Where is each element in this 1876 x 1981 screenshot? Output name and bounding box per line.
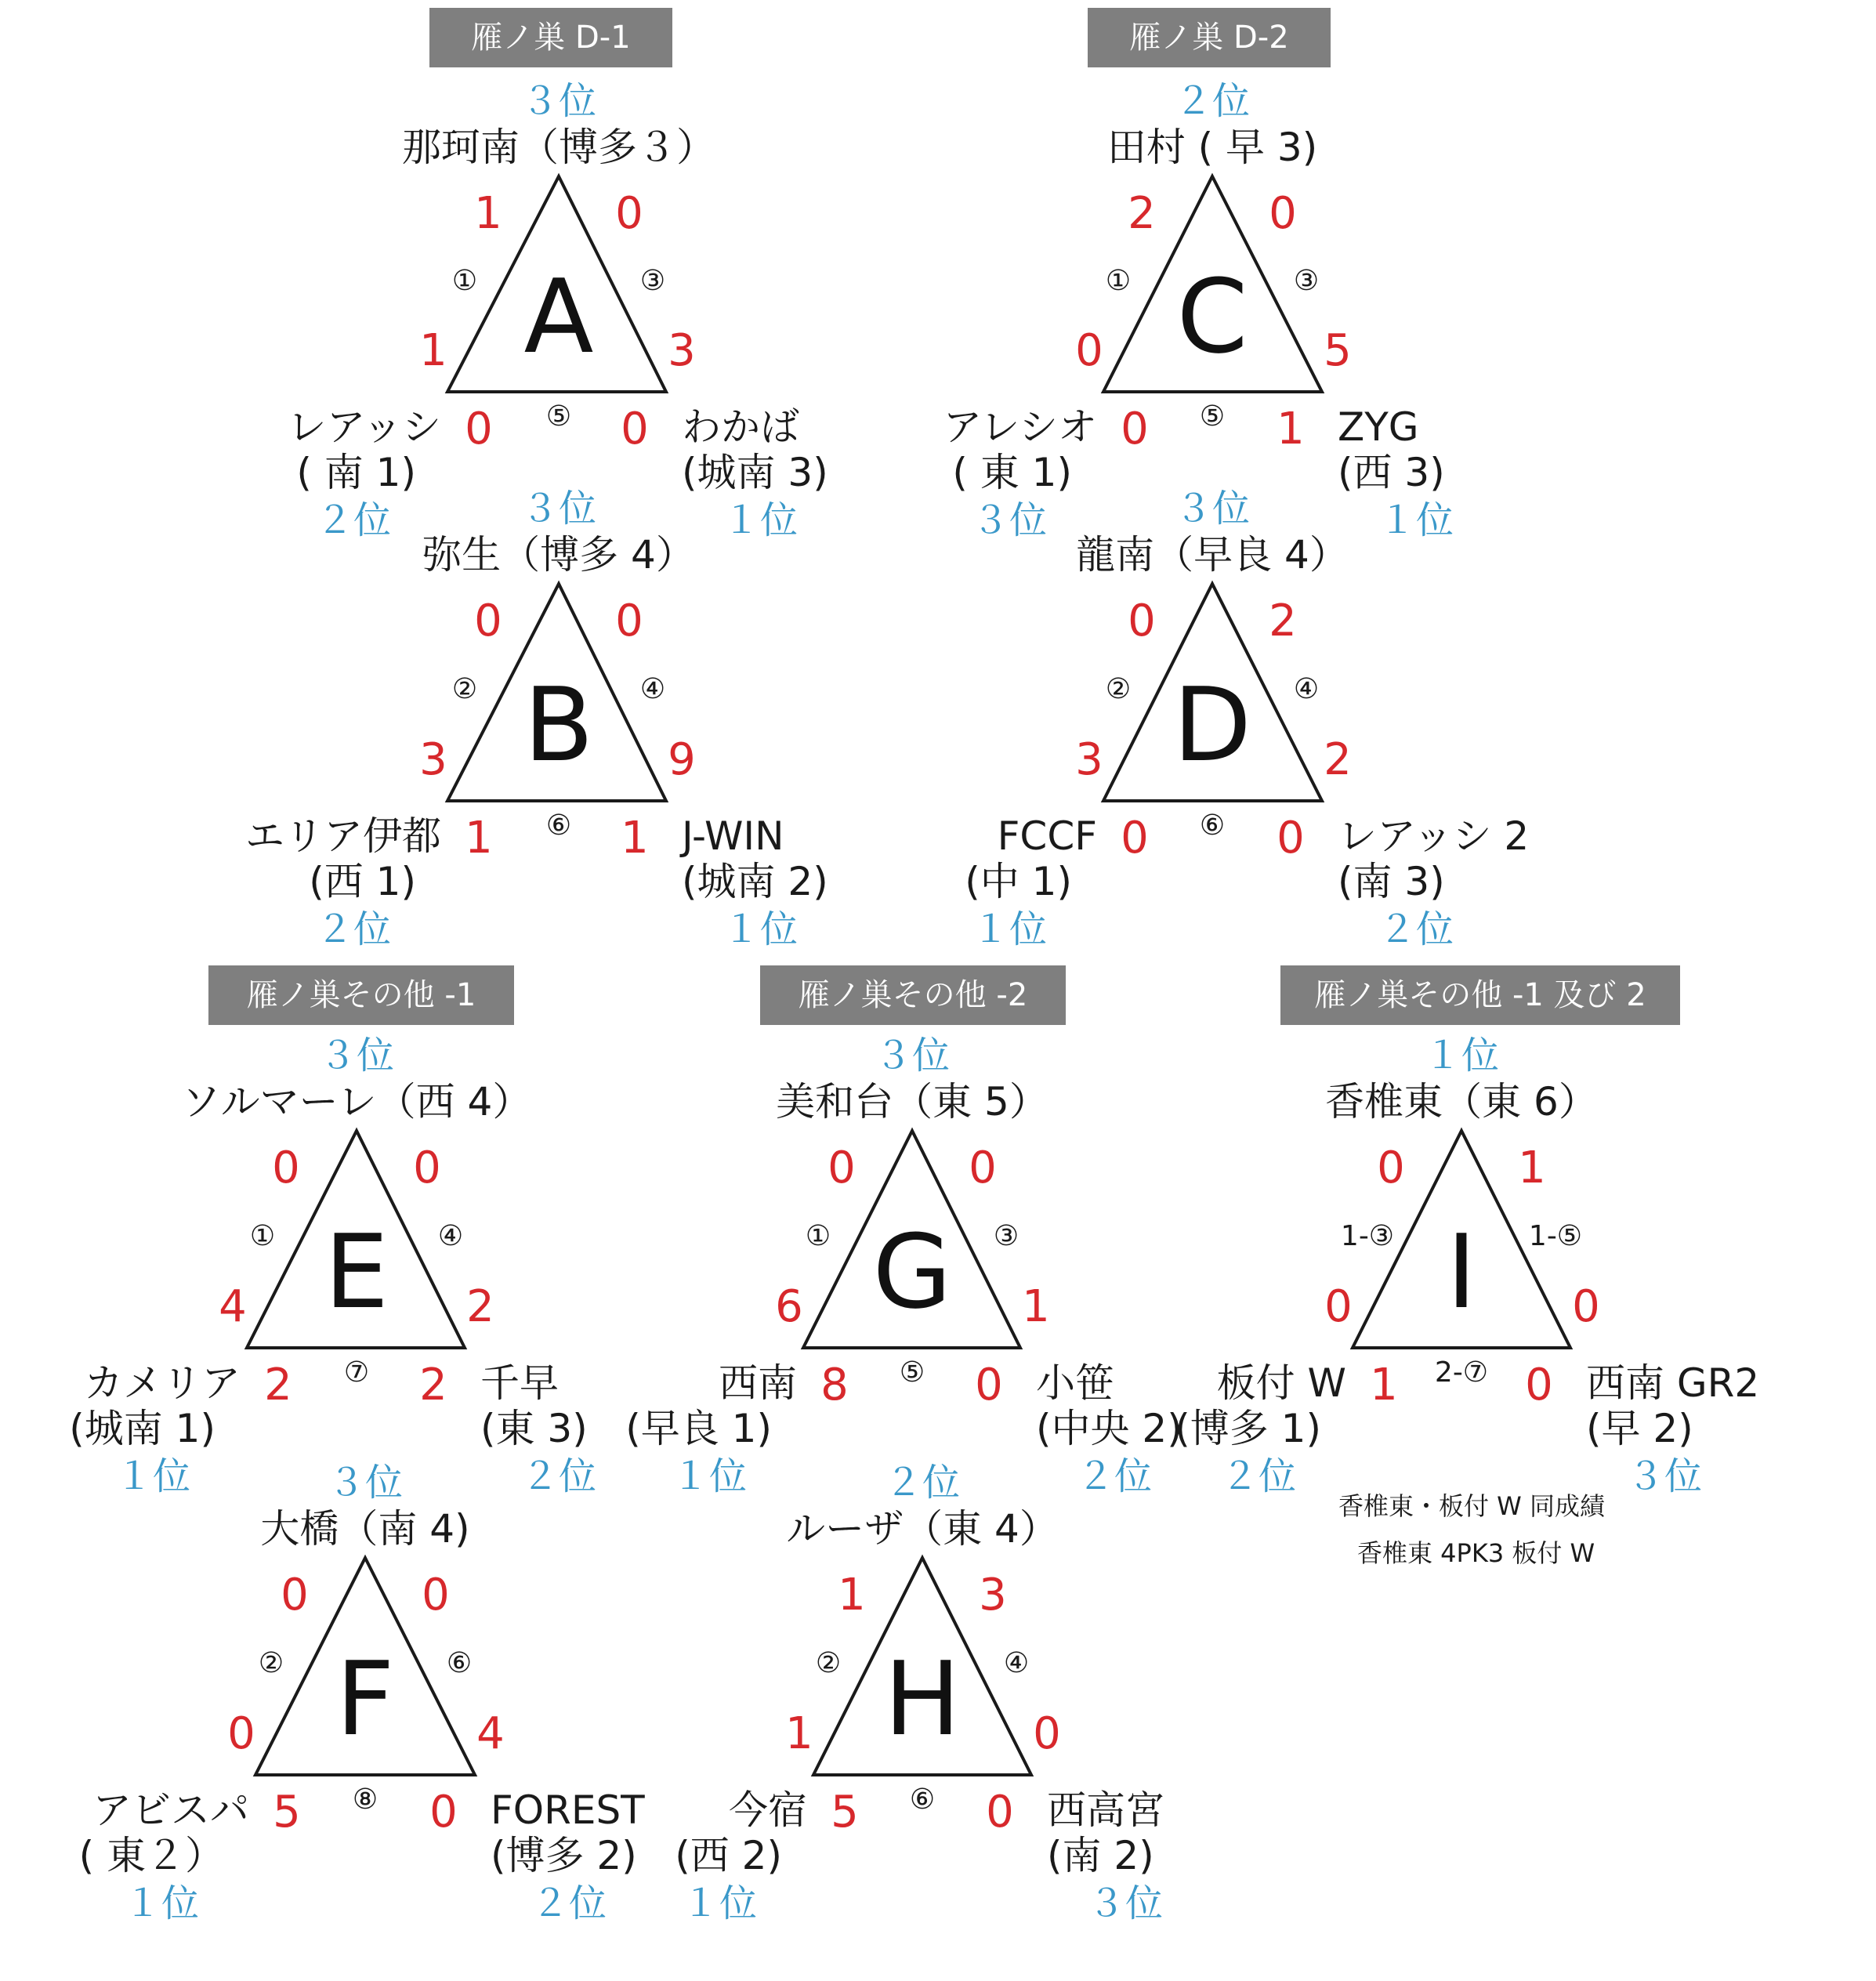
- group-b-score-right-top: 9: [668, 734, 696, 785]
- group-h-match-left: ②: [815, 1646, 842, 1679]
- group-e-match-left: ①: [249, 1219, 276, 1252]
- group-i-top-rank: １位: [1423, 1034, 1500, 1077]
- group-c-top-rank: ２位: [1174, 79, 1251, 123]
- group-d-match-bottom: ⑥: [1199, 809, 1226, 842]
- group-d-score-left-top: 3: [1075, 734, 1103, 785]
- group-e-top-rank: ３位: [318, 1034, 395, 1077]
- group-g-right-sub: (中央 2): [1036, 1406, 1182, 1451]
- group-i-match-right: 1-⑤: [1528, 1219, 1583, 1252]
- group-b-match-bottom: ⑥: [545, 809, 572, 842]
- group-b-match-left: ②: [451, 672, 478, 705]
- group-e-score-left-top: 4: [219, 1281, 247, 1332]
- group-c-right-team: ZYG: [1338, 404, 1419, 450]
- group-h-match-bottom: ⑥: [909, 1784, 936, 1816]
- group-c-left-rank: ３位: [971, 498, 1048, 542]
- group-b-right-rank: １位: [722, 907, 799, 951]
- group-c-match-right: ③: [1293, 264, 1320, 297]
- group-d-letter: D: [1172, 665, 1252, 785]
- group-b-match-right: ④: [639, 672, 666, 705]
- group-c-score-top-left: 2: [1128, 188, 1156, 239]
- group-d-left-rank: １位: [971, 907, 1048, 951]
- group-b-left-team: エリア伊都: [245, 813, 441, 859]
- group-b-score-left-bottom: 1: [465, 813, 493, 864]
- group-a-right-sub: (城南 3): [682, 450, 828, 495]
- group-e-letter: E: [324, 1212, 389, 1332]
- group-f-match-right: ⑥: [446, 1646, 473, 1679]
- group-b-letter: B: [523, 665, 594, 785]
- group-c-match-bottom: ⑤: [1199, 400, 1226, 433]
- group-f-match-bottom: ⑧: [352, 1784, 378, 1816]
- group-g-score-top-left: 0: [828, 1143, 856, 1193]
- group-b-right-sub: (城南 2): [682, 859, 828, 904]
- group-e-score-top-left: 0: [272, 1143, 300, 1193]
- group-i-letter: I: [1446, 1212, 1477, 1332]
- group-d-score-top-left: 0: [1128, 596, 1156, 646]
- group-f-score-left-bottom: 5: [273, 1787, 301, 1838]
- group-h-score-top-right: 3: [979, 1570, 1007, 1621]
- group-c-right-sub: (西 3): [1338, 450, 1445, 495]
- group-c-score-top-right: 0: [1269, 188, 1297, 239]
- group-e-left-sub: (城南 1): [69, 1406, 215, 1451]
- group-h-top-team: ルーザ（東 4）: [786, 1506, 1059, 1552]
- group-e-left-team: カメリア: [84, 1360, 241, 1406]
- group-d-score-right-bottom: 0: [1277, 813, 1305, 864]
- group-i-score-right-top: 0: [1572, 1281, 1600, 1332]
- group-h-letter: H: [884, 1639, 961, 1759]
- group-h-left-sub: (西 2): [675, 1833, 782, 1878]
- group-b-top-rank: ３位: [520, 487, 597, 531]
- group-a-left-team: レアッシ: [287, 404, 441, 450]
- group-d-top-team: 龍南（早良 4）: [1076, 532, 1349, 578]
- group-f-score-top-right: 0: [422, 1570, 450, 1621]
- group-f-top-team: 大橋（南 4): [260, 1506, 470, 1552]
- group-i-score-right-bottom: 0: [1525, 1360, 1553, 1411]
- group-d-score-top-right: 2: [1269, 596, 1297, 646]
- group-d-match-left: ②: [1105, 672, 1132, 705]
- group-g-top-team: 美和台（東 5）: [776, 1079, 1048, 1124]
- group-c-left-team: アレシオ: [943, 404, 1097, 450]
- group-i-top-team: 香椎東（東 6）: [1325, 1079, 1598, 1124]
- group-a-top-team: 那珂南（博多３）: [402, 125, 715, 170]
- group-b-top-team: 弥生（博多 4）: [422, 532, 695, 578]
- group-c-score-right-bottom: 1: [1277, 404, 1305, 455]
- group-f-left-rank: １位: [123, 1881, 200, 1925]
- group-f-score-left-top: 0: [227, 1708, 255, 1759]
- group-i-right-team: 西南 GR2: [1586, 1360, 1760, 1406]
- group-g-match-bottom: ⑤: [899, 1356, 925, 1389]
- group-i-score-top-left: 0: [1377, 1143, 1405, 1193]
- group-a-right-rank: １位: [722, 498, 799, 542]
- group-i-left-sub: (博多 1): [1175, 1406, 1321, 1451]
- group-g-match-left: ①: [805, 1219, 831, 1252]
- group-d-score-left-bottom: 0: [1121, 813, 1149, 864]
- group-g-score-right-top: 1: [1022, 1281, 1050, 1332]
- group-h-score-right-bottom: 0: [986, 1787, 1014, 1838]
- group-g-score-left-top: 6: [775, 1281, 803, 1332]
- group-g-left-team: 西南: [719, 1360, 797, 1406]
- group-d-right-team: レアッシ 2: [1338, 813, 1530, 859]
- group-i-score-left-bottom: 1: [1370, 1360, 1398, 1411]
- group-d-left-team: FCCF: [997, 813, 1097, 859]
- group-f-match-left: ②: [258, 1646, 284, 1679]
- group-c-left-sub: ( 東 1): [952, 450, 1072, 495]
- group-e-match-bottom: ⑦: [343, 1356, 370, 1389]
- group-c-score-right-top: 5: [1324, 325, 1352, 376]
- group-f-score-right-bottom: 0: [429, 1787, 458, 1838]
- group-h-right-rank: ３位: [1087, 1881, 1164, 1925]
- group-a-score-right-bottom: 0: [621, 404, 649, 455]
- group-g-left-sub: (早良 1): [625, 1406, 772, 1451]
- group-g-right-rank: ２位: [1076, 1454, 1153, 1498]
- group-g-match-right: ③: [993, 1219, 1019, 1252]
- group-b-score-right-bottom: 1: [621, 813, 649, 864]
- group-a-letter: A: [523, 256, 594, 376]
- group-h-top-rank: ２位: [884, 1461, 961, 1505]
- group-h-score-right-top: 0: [1033, 1708, 1061, 1759]
- group-e-score-right-bottom: 2: [419, 1360, 447, 1411]
- group-b-left-rank: ２位: [315, 907, 392, 951]
- group-a-score-left-top: 1: [419, 325, 447, 376]
- group-i-left-rank: ２位: [1220, 1454, 1297, 1498]
- section-header-d2: 雁ノ巣 D-2: [1088, 8, 1331, 67]
- group-g-top-rank: ３位: [874, 1034, 951, 1077]
- group-i-score-top-right: 1: [1518, 1143, 1546, 1193]
- group-i-score-left-top: 0: [1324, 1281, 1353, 1332]
- group-h-right-team: 西高宮: [1047, 1787, 1164, 1833]
- group-b-left-sub: (西 1): [309, 859, 416, 904]
- section-header-other12: 雁ノ巣その他 -1 及び 2: [1280, 965, 1680, 1025]
- group-d-right-sub: (南 3): [1338, 859, 1445, 904]
- group-a-match-bottom: ⑤: [545, 400, 572, 433]
- group-d-score-right-top: 2: [1324, 734, 1352, 785]
- group-i-match-bottom: 2-⑦: [1434, 1356, 1489, 1389]
- group-c-score-left-top: 0: [1075, 325, 1103, 376]
- group-c-top-team: 田村 ( 早 3): [1106, 125, 1318, 170]
- group-f-right-team: FOREST: [491, 1787, 645, 1833]
- group-a-left-sub: ( 南 1): [296, 450, 416, 495]
- group-e-right-sub: (東 3): [480, 1406, 588, 1451]
- group-a-score-top-left: 1: [474, 188, 502, 239]
- group-f-left-sub: ( 東２）: [78, 1833, 224, 1878]
- group-h-right-sub: (南 2): [1047, 1833, 1154, 1878]
- group-a-left-rank: ２位: [315, 498, 392, 542]
- group-a-score-right-top: 3: [668, 325, 696, 376]
- group-g-score-right-bottom: 0: [975, 1360, 1003, 1411]
- group-a-score-top-right: 0: [615, 188, 643, 239]
- group-a-match-right: ③: [639, 264, 666, 297]
- group-h-score-left-top: 1: [785, 1708, 813, 1759]
- section-header-d1: 雁ノ巣 D-1: [429, 8, 672, 67]
- group-e-left-rank: １位: [114, 1454, 191, 1498]
- group-g-score-left-bottom: 8: [820, 1360, 849, 1411]
- group-h-left-team: 今宿: [729, 1787, 807, 1833]
- group-a-score-left-bottom: 0: [465, 404, 493, 455]
- group-f-letter: F: [335, 1639, 395, 1759]
- group-e-score-left-bottom: 2: [264, 1360, 292, 1411]
- group-e-right-rank: ２位: [520, 1454, 597, 1498]
- group-g-score-top-right: 0: [969, 1143, 997, 1193]
- group-a-right-team: わかば: [682, 404, 799, 450]
- section-header-other2: 雁ノ巣その他 -2: [760, 965, 1066, 1025]
- group-i-right-sub: (早 2): [1586, 1406, 1693, 1451]
- group-f-top-rank: ３位: [327, 1461, 404, 1505]
- group-e-score-right-top: 2: [466, 1281, 494, 1332]
- group-h-left-rank: １位: [681, 1881, 758, 1925]
- group-d-right-rank: ２位: [1378, 907, 1454, 951]
- group-b-score-top-right: 0: [615, 596, 643, 646]
- group-h-score-top-left: 1: [838, 1570, 866, 1621]
- group-c-right-rank: １位: [1378, 498, 1454, 542]
- tiebreak-note: 香椎東・板付 W 同成績: [1338, 1491, 1605, 1521]
- group-d-left-sub: (中 1): [965, 859, 1072, 904]
- group-i-right-rank: ３位: [1626, 1454, 1703, 1498]
- group-f-right-rank: ２位: [531, 1881, 607, 1925]
- group-e-top-team: ソルマーレ（西 4）: [181, 1079, 532, 1124]
- group-c-letter: C: [1176, 256, 1248, 376]
- group-g-letter: G: [872, 1212, 952, 1332]
- group-d-top-rank: ３位: [1174, 487, 1251, 531]
- group-f-right-sub: (博多 2): [491, 1833, 637, 1878]
- group-i-left-team: 板付 W: [1216, 1360, 1346, 1406]
- group-f-score-right-top: 4: [476, 1708, 505, 1759]
- group-f-score-top-left: 0: [281, 1570, 309, 1621]
- group-i-match-left: 1-③: [1340, 1219, 1395, 1252]
- group-g-left-rank: １位: [671, 1454, 748, 1498]
- pk-result-note: 香椎東 4PK3 板付 W: [1357, 1538, 1595, 1568]
- group-g-right-team: 小笹: [1036, 1360, 1114, 1406]
- group-h-score-left-bottom: 5: [831, 1787, 859, 1838]
- group-c-score-left-bottom: 0: [1121, 404, 1149, 455]
- group-e-score-top-right: 0: [413, 1143, 441, 1193]
- group-e-right-team: 千早: [480, 1360, 559, 1406]
- group-d-match-right: ④: [1293, 672, 1320, 705]
- group-a-match-left: ①: [451, 264, 478, 297]
- group-b-score-left-top: 3: [419, 734, 447, 785]
- group-a-top-rank: ３位: [520, 79, 597, 123]
- group-h-match-right: ④: [1003, 1646, 1030, 1679]
- group-c-match-left: ①: [1105, 264, 1132, 297]
- group-e-match-right: ④: [437, 1219, 464, 1252]
- group-b-right-team: J-WIN: [682, 813, 784, 859]
- group-b-score-top-left: 0: [474, 596, 502, 646]
- group-f-left-team: アビスパ: [92, 1787, 249, 1833]
- section-header-other1: 雁ノ巣その他 -1: [208, 965, 514, 1025]
